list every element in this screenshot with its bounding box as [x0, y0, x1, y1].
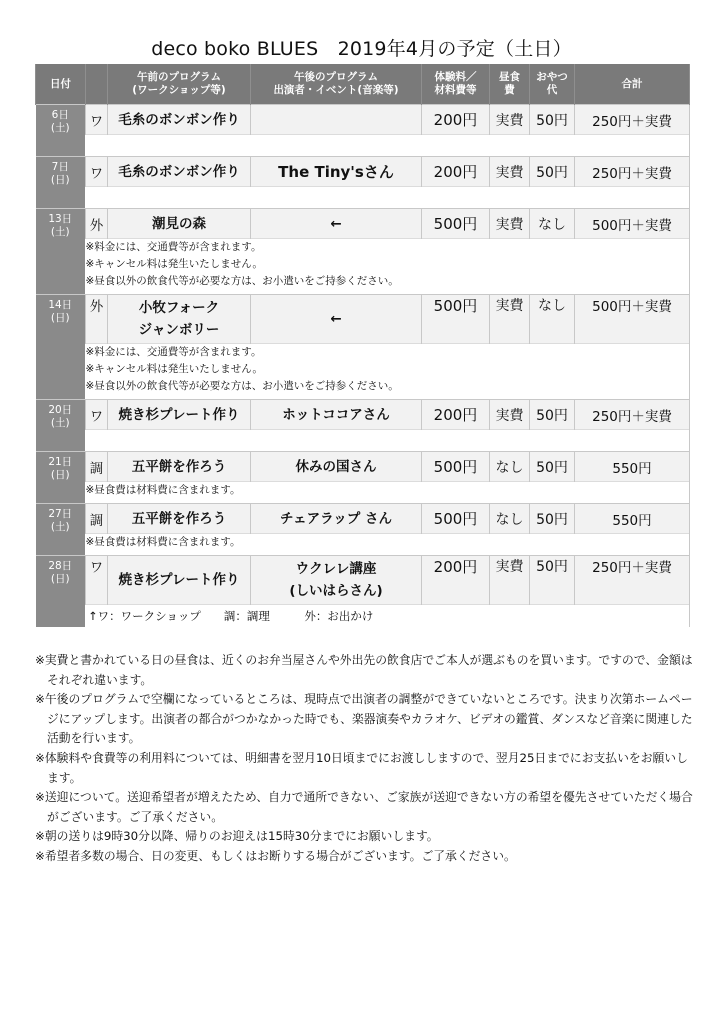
schedule-row	[36, 105, 690, 135]
schedule-row	[36, 295, 690, 344]
schedule-row	[36, 504, 690, 534]
morning-program: 焼き杉プレート作り	[108, 556, 251, 605]
fee-cell: 500円	[422, 452, 490, 482]
fee-cell: 500円	[422, 504, 490, 534]
footnote: ※午後のプログラムで空欄になっているところは、現時点で出演者の調整ができていないところです。決まり次第ホームページにアップします。出演者の都合がつかなかった時でも、楽器演奏やカラオケ、ビデオの鑑賞、ダンスなど音楽に関連した活動を行います。	[35, 692, 693, 746]
note-cell	[86, 239, 690, 295]
date-cell: 13日 (土)	[36, 209, 86, 295]
program-type-code: ワ	[86, 556, 108, 605]
snack-cell: 50円	[530, 105, 575, 135]
afternoon-program	[251, 105, 422, 135]
header-code	[86, 64, 108, 105]
note-line: ※料金には、交通費等が含まれます。	[85, 346, 262, 358]
fee-cell: 200円	[422, 157, 490, 187]
note-cell	[86, 135, 690, 157]
schedule-table	[35, 64, 690, 627]
morning-program: 五平餅を作ろう	[108, 504, 251, 534]
program-type-code: 外	[86, 295, 108, 344]
program-type-code: ワ	[86, 400, 108, 430]
date-cell: 7日 (日)	[36, 157, 86, 209]
note-row	[36, 482, 690, 504]
note-cell	[86, 482, 690, 504]
schedule-row	[36, 452, 690, 482]
total-cell: 250円＋実費	[575, 105, 690, 135]
lunch-cell: なし	[490, 452, 530, 482]
total-cell: 550円	[575, 504, 690, 534]
header-pm: 午後のプログラム 出演者・イベント(音楽等)	[251, 64, 422, 105]
lunch-cell: 実費	[490, 400, 530, 430]
afternoon-program: ←	[251, 209, 422, 239]
afternoon-program: チェアラップ さん	[251, 504, 422, 534]
header-fee: 体験料／ 材料費等	[422, 64, 490, 105]
note-row	[36, 239, 690, 295]
snack-cell: 50円	[530, 556, 575, 605]
fee-cell: 200円	[422, 105, 490, 135]
note-row	[36, 534, 690, 556]
header-snack: おやつ 代	[530, 64, 575, 105]
note-line: ※昼食以外の飲食代等が必要な方は、お小遣いをご持参ください。	[85, 275, 399, 287]
total-cell: 250円＋実費	[575, 157, 690, 187]
afternoon-program: ウクレレ講座 (しいはらさん)	[251, 556, 422, 605]
morning-program: 毛糸のボンボン作り	[108, 157, 251, 187]
morning-program: 五平餅を作ろう	[108, 452, 251, 482]
fee-cell: 500円	[422, 209, 490, 239]
date-cell: 6日 (土)	[36, 105, 86, 157]
snack-cell: 50円	[530, 157, 575, 187]
total-cell: 500円＋実費	[575, 295, 690, 344]
lunch-cell: 実費	[490, 105, 530, 135]
header-lunch: 昼食 費	[490, 64, 530, 105]
date-cell: 28日 (日)	[36, 556, 86, 628]
morning-program: 毛糸のボンボン作り	[108, 105, 251, 135]
note-line: ※昼食以外の飲食代等が必要な方は、お小遣いをご持参ください。	[85, 380, 399, 392]
lunch-cell: 実費	[490, 295, 530, 344]
schedule-row	[36, 157, 690, 187]
morning-program: 小牧フォーク ジャンボリー	[108, 295, 251, 344]
program-type-code: ワ	[86, 157, 108, 187]
total-cell: 250円＋実費	[575, 400, 690, 430]
date-cell: 20日 (土)	[36, 400, 86, 452]
fee-cell: 200円	[422, 400, 490, 430]
fee-cell: 500円	[422, 295, 490, 344]
note-cell	[86, 187, 690, 209]
header-row	[36, 64, 690, 105]
total-cell: 550円	[575, 452, 690, 482]
footnote: ※実費と書かれている日の昼食は、近くのお弁当屋さんや外出先の飲食店でご本人が選ぶものを買います。ですので、金額はそれぞれ違います。	[35, 653, 693, 687]
morning-program: 潮見の森	[108, 209, 251, 239]
header-date: 日付	[36, 64, 86, 105]
date-cell: 27日 (土)	[36, 504, 86, 556]
legend: ↑ワ：ワークショップ 調：調理 外：お出かけ	[88, 609, 374, 623]
schedule-row	[36, 556, 690, 605]
afternoon-program: ←	[251, 295, 422, 344]
note-cell	[86, 430, 690, 452]
header-total: 合計	[575, 64, 690, 105]
note-row	[36, 344, 690, 400]
note-row	[36, 135, 690, 157]
note-cell	[86, 534, 690, 556]
date-cell: 21日 (日)	[36, 452, 86, 504]
footnotes	[35, 651, 695, 867]
program-type-code: ワ	[86, 105, 108, 135]
date-cell: 14日 (日)	[36, 295, 86, 400]
fee-cell: 200円	[422, 556, 490, 605]
note-cell	[86, 344, 690, 400]
footnote: ※朝の送りは9時30分以降、帰りのお迎えは15時30分までにお願いします。	[35, 829, 439, 844]
schedule-row	[36, 400, 690, 430]
note-row	[36, 187, 690, 209]
note-line: ※料金には、交通費等が含まれます。	[85, 241, 262, 253]
footnote: ※体験料や食費等の利用料については、明細書を翌月10日頃までにお渡ししますので、翌月25日までにお支払いをお願いします。	[35, 750, 688, 785]
lunch-cell: 実費	[490, 556, 530, 605]
program-type-code: 外	[86, 209, 108, 239]
note-row	[36, 430, 690, 452]
lunch-cell: 実費	[490, 209, 530, 239]
snack-cell: 50円	[530, 504, 575, 534]
footnote: ※希望者多数の場合、日の変更、もしくはお断りする場合がございます。ご了承ください。	[35, 848, 516, 863]
snack-cell: 50円	[530, 452, 575, 482]
program-type-code: 調	[86, 452, 108, 482]
lunch-cell: 実費	[490, 157, 530, 187]
afternoon-program: The Tiny'sさん	[251, 157, 422, 187]
header-am: 午前のプログラム (ワークショップ等)	[108, 64, 251, 105]
note-line: ※キャンセル料は発生いたしません。	[85, 363, 263, 375]
afternoon-program: ホットココアさん	[251, 400, 422, 430]
schedule-body	[36, 105, 690, 628]
note-line: ※昼食費は材料費に含まれます。	[85, 536, 241, 548]
note-line: ※キャンセル料は発生いたしません。	[85, 258, 263, 270]
total-cell: 250円＋実費	[575, 556, 690, 605]
snack-cell: なし	[530, 295, 575, 344]
page-title: deco boko BLUES 2019年4月の予定（土日）	[151, 38, 572, 60]
footnote: ※送迎について。送迎希望者が増えたため、自力で通所できない、ご家族が送迎できない方の希望を優先させていただく場合がございます。ご了承ください。	[35, 790, 693, 824]
schedule-row	[36, 209, 690, 239]
morning-program: 焼き杉プレート作り	[108, 400, 251, 430]
snack-cell: 50円	[530, 400, 575, 430]
total-cell: 500円＋実費	[575, 209, 690, 239]
snack-cell: なし	[530, 209, 575, 239]
note-line: ※昼食費は材料費に含まれます。	[85, 484, 241, 496]
program-type-code: 調	[86, 504, 108, 534]
lunch-cell: なし	[490, 504, 530, 534]
afternoon-program: 休みの国さん	[251, 452, 422, 482]
